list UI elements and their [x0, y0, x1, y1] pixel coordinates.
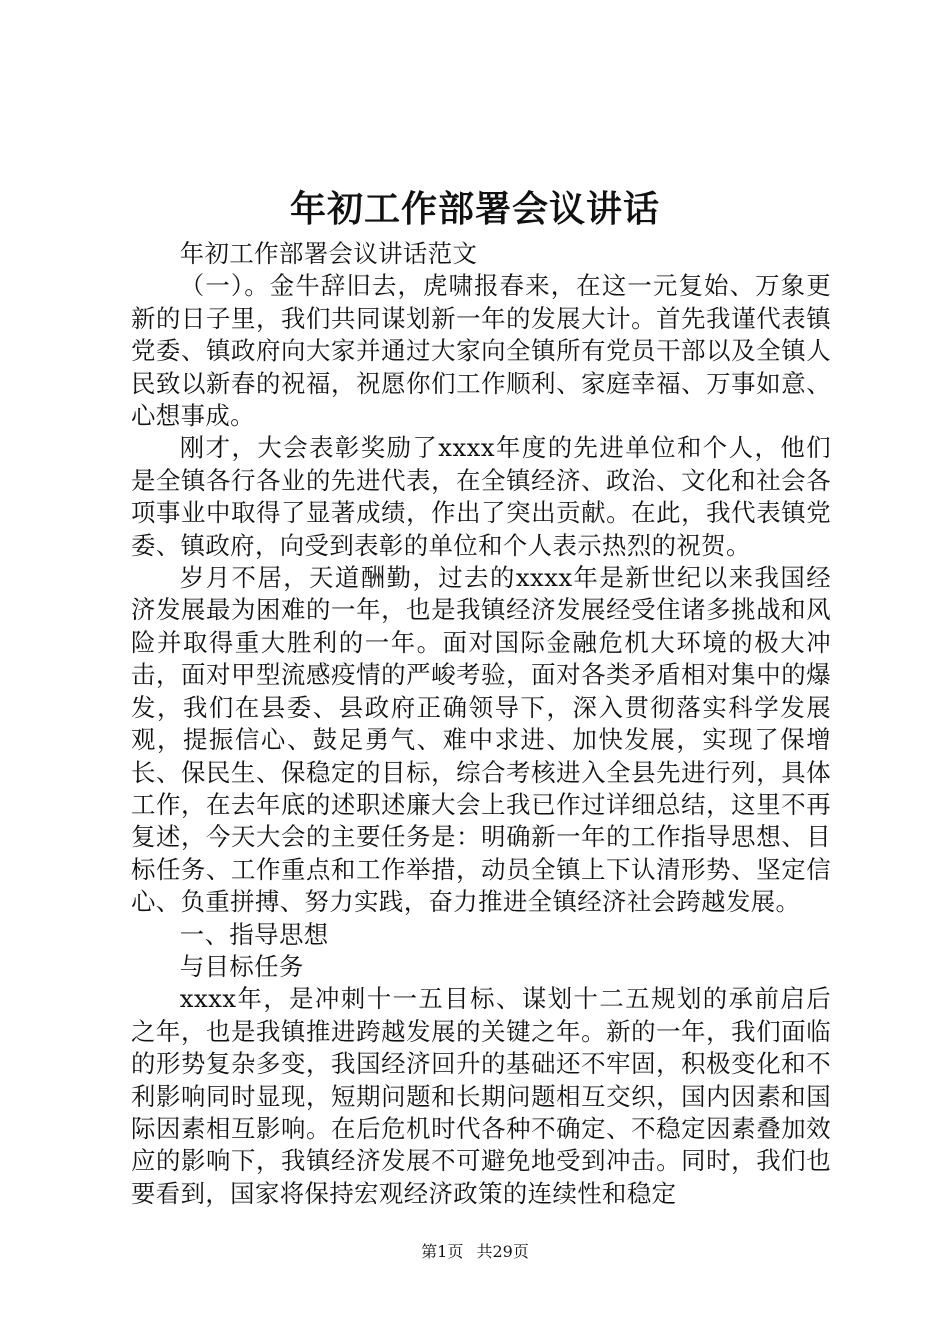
page-number: 第1页 [421, 1242, 464, 1261]
document-title: 年初工作部署会议讲话 [289, 188, 660, 230]
body-paragraph: 刚才，大会表彰奖励了xxxx年度的先进单位和个人，他们是全镇各行各业的先进代表，在全镇经济、政治、文化和社会各项事业中取得了显著成绩，作出了突出贡献。在此，我代表镇党委、镇政府，向受到表彰的单位和个人表示热烈的祝贺。 [131, 433, 831, 560]
body-paragraph: 岁月不居，天道酬勤，过去的xxxx年是新世纪以来我国经济发展最为困难的一年，也是我镇经济发展经受住诸多挑战和风险并取得重大胜利的一年。面对国际金融危机大环境的极大冲击，面对甲型流感疫情的严峻考验，面对各类矛盾相对集中的爆发，我们在县委、县政府正确领导下，深入贯彻落实科学发展观，提振信心、鼓足勇气、难中求进、加快发展，实现了保增长、保民生、保稳定的目标，综合考核进入全县先进行列，具体工作，在去年底的述职述廉大会上我已作过详细总结，这里不再复述，今天大会的主要任务是：明确新一年的工作指导思想、目标任务、工作重点和工作举措，动员全镇上下认清形势、坚定信心、负重拼搏、努力实践，奋力推进全镇经济社会跨越发展。 [131, 563, 831, 917]
total-pages: 共29页 [476, 1242, 529, 1261]
section-heading: 一、指导思想 [179, 919, 329, 949]
subtitle-paragraph: 年初工作部署会议讲话范文 [179, 239, 478, 268]
body-paragraph: （一）。金牛辞旧去，虎啸报春来，在这一元复始、万象更新的日子里，我们共同谋划新一年的发展大计。首先我谨代表镇党委、镇政府向大家并通过大家向全镇所有党员干部以及全镇人民致以新春的祝福，祝愿你们工作顺利、家庭幸福、万事如意、心想事成。 [131, 271, 831, 431]
page-footer [0, 1240, 950, 1264]
body-paragraph: xxxx年，是冲刺十一五目标、谋划十二五规划的承前启后之年，也是我镇推进跨越发展的关键之年。新的一年，我们面临的形势复杂多变，我国经济回升的基础还不牢固，积极变化和不利影响同时显现，短期问题和长期问题相互交织，国内因素和国际因素相互影响。在后危机时代各种不确定、不稳定因素叠加效应的影响下，我镇经济发展不可避免地受到冲击。同时，我们也要看到，国家将保持宏观经济政策的连续性和稳定 [131, 984, 831, 1208]
document-body [131, 238, 831, 1210]
section-heading: 与目标任务 [179, 951, 304, 981]
